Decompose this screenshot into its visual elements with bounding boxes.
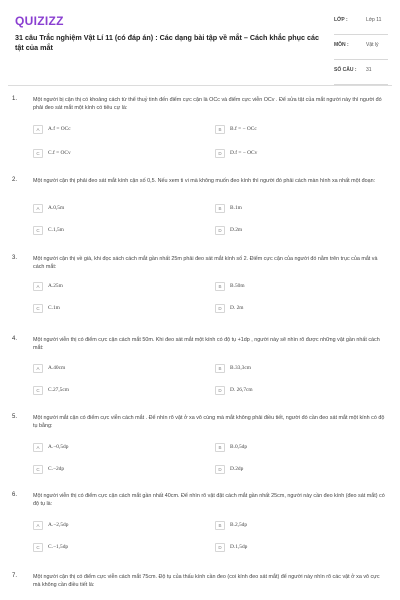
option-text: A.f = OCc <box>48 126 71 132</box>
meta-value: Lớp 11 <box>366 17 382 23</box>
option-text: D.2dp <box>230 466 244 472</box>
option-letter: B <box>215 125 225 134</box>
question-number: 3. <box>12 255 18 261</box>
option-b[interactable] <box>215 362 251 374</box>
option-letter: B <box>215 521 225 530</box>
option-letter: D <box>215 386 225 395</box>
option-text: A.25m <box>48 283 63 289</box>
option-a[interactable] <box>33 123 71 135</box>
option-text: C.f = OCv <box>48 150 71 156</box>
option-letter: D <box>215 149 225 158</box>
question-text: Một người viễn thị có điểm cực cận cách mắt 50m. Khi đeo sát mắt một kính có độ tụ +1dp , người này sẽ nhìn rõ được những vật gần nhất cách mắt: <box>33 337 380 351</box>
option-c[interactable] <box>33 541 68 553</box>
option-letter: C <box>33 543 43 552</box>
option-letter: A <box>33 204 43 213</box>
option-d[interactable] <box>215 384 253 396</box>
option-letter: D <box>215 226 225 235</box>
option-text: C.−2dp <box>48 466 65 472</box>
option-text: B.f = − OCc <box>230 126 257 132</box>
option-letter: C <box>33 149 43 158</box>
header <box>0 0 400 80</box>
option-letter: D <box>215 465 225 474</box>
option-d[interactable] <box>215 302 243 314</box>
option-a[interactable] <box>33 280 63 292</box>
option-text: A.−2,5dp <box>48 522 69 528</box>
option-letter: C <box>33 386 43 395</box>
option-text: B.2,5dp <box>230 522 248 528</box>
option-a[interactable] <box>33 362 65 374</box>
meta-value: Vật lý <box>366 42 379 48</box>
option-c[interactable] <box>33 224 64 236</box>
option-text: B.33,3cm <box>230 365 251 371</box>
question-text: Một người cận thị phải đeo sát mắt kính cận số 0,5. Nếu xem ti vi mà không muốn đeo kính thì người đó phải cách màn hình xa nhất một đoạn: <box>33 178 376 184</box>
option-letter: C <box>33 304 43 313</box>
option-a[interactable] <box>33 519 68 531</box>
option-letter: A <box>33 443 43 452</box>
option-d[interactable] <box>215 463 243 475</box>
page-title: 31 câu Trắc nghiệm Vật Lí 11 (có đáp án) : Các dạng bài tập về mắt – Cách khắc phục các tật của mắt <box>15 33 319 52</box>
option-text: B.50m <box>230 283 245 289</box>
question-number: 4. <box>12 336 18 342</box>
question-number: 2. <box>12 177 18 183</box>
option-a[interactable] <box>33 441 68 453</box>
option-b[interactable] <box>215 202 242 214</box>
option-text: B.1m <box>230 205 242 211</box>
option-text: C.1m <box>48 305 60 311</box>
question-text: Một người viễn thị có điểm cực cận cách mắt gần nhất 40cm. Để nhìn rõ vật đặt cách mắt gần nhất 25cm, người này cần đeo kính (đeo sát mắt) có độ tụ là: <box>33 493 385 507</box>
option-c[interactable] <box>33 463 64 475</box>
option-d[interactable] <box>215 224 242 236</box>
question-text: Một người cận thị về già, khi đọc sách cách mắt gần nhất 25m phải đeo sát mắt kính số 2. Điểm cực cận của người đó nằm trên trục của mắt và cách mắt: <box>33 256 378 270</box>
option-letter: A <box>33 521 43 530</box>
question-text: Một người bị cận thị có khoảng cách từ thể thuỷ tinh đến điểm cực cận là OCc và điểm cực viễn OCv . Để sửa tật của mắt người này thì người đó phải đeo sát mắt một kính có tiêu cự là: <box>33 97 382 111</box>
option-c[interactable] <box>33 302 60 314</box>
question-text: Một người mắt cận có điểm cực viễn cách mắt . Để nhìn rõ vật ở xa vô cùng mà mắt không phải điều tiết, người đó cần đeo sát mắt một kính có độ tụ bằng: <box>33 415 385 429</box>
question-number: 7. <box>12 573 18 579</box>
option-text: D. 2m <box>230 305 244 311</box>
option-letter: C <box>33 465 43 474</box>
option-letter: B <box>215 204 225 213</box>
option-text: D.2m <box>230 227 243 233</box>
option-letter: D <box>215 543 225 552</box>
option-text: D. 26,7cm <box>230 387 253 393</box>
quizizz-logo: QUIZIZZ <box>15 14 64 28</box>
option-text: D.f = − OCv <box>230 150 258 156</box>
meta-label: LỚP : <box>334 17 348 23</box>
question-number: 5. <box>12 414 18 420</box>
option-letter: A <box>33 282 43 291</box>
option-text: C.1,5m <box>48 227 64 233</box>
meta-row-count <box>334 64 388 85</box>
option-text: A.40cm <box>48 365 66 371</box>
option-letter: B <box>215 364 225 373</box>
option-b[interactable] <box>215 123 257 135</box>
option-text: C.−1,5dp <box>48 544 69 550</box>
option-letter: A <box>33 364 43 373</box>
meta-label: MÔN : <box>334 42 349 48</box>
option-c[interactable] <box>33 147 71 159</box>
option-a[interactable] <box>33 202 64 214</box>
header-divider <box>8 85 392 86</box>
option-c[interactable] <box>33 384 69 396</box>
option-b[interactable] <box>215 519 247 531</box>
option-d[interactable] <box>215 541 247 553</box>
option-d[interactable] <box>215 147 257 159</box>
option-text: D.1,5dp <box>230 544 248 550</box>
meta-row-class <box>334 14 388 35</box>
option-b[interactable] <box>215 280 245 292</box>
question-number: 6. <box>12 492 18 498</box>
meta-value: 31 <box>366 67 372 73</box>
meta-label: SỐ CÂU : <box>334 67 357 73</box>
option-text: A.−0,5dp <box>48 444 69 450</box>
meta-panel <box>334 14 388 89</box>
option-letter: A <box>33 125 43 134</box>
option-letter: B <box>215 443 225 452</box>
option-text: C.27,5cm <box>48 387 69 393</box>
question-text: Một người cận thị có điểm cực viễn cách mắt 75cm. Độ tụ của thấu kính cần đeo (coi kính đeo sát mắt) để người này nhìn rõ các vật ở xa vô cực mà không cần điều tiết là: <box>33 574 380 588</box>
option-letter: C <box>33 226 43 235</box>
meta-row-subject <box>334 39 388 60</box>
question-number: 1. <box>12 96 18 102</box>
option-text: B.0,5dp <box>230 444 248 450</box>
option-letter: D <box>215 304 225 313</box>
option-text: A.0,5m <box>48 205 65 211</box>
option-letter: B <box>215 282 225 291</box>
option-b[interactable] <box>215 441 247 453</box>
